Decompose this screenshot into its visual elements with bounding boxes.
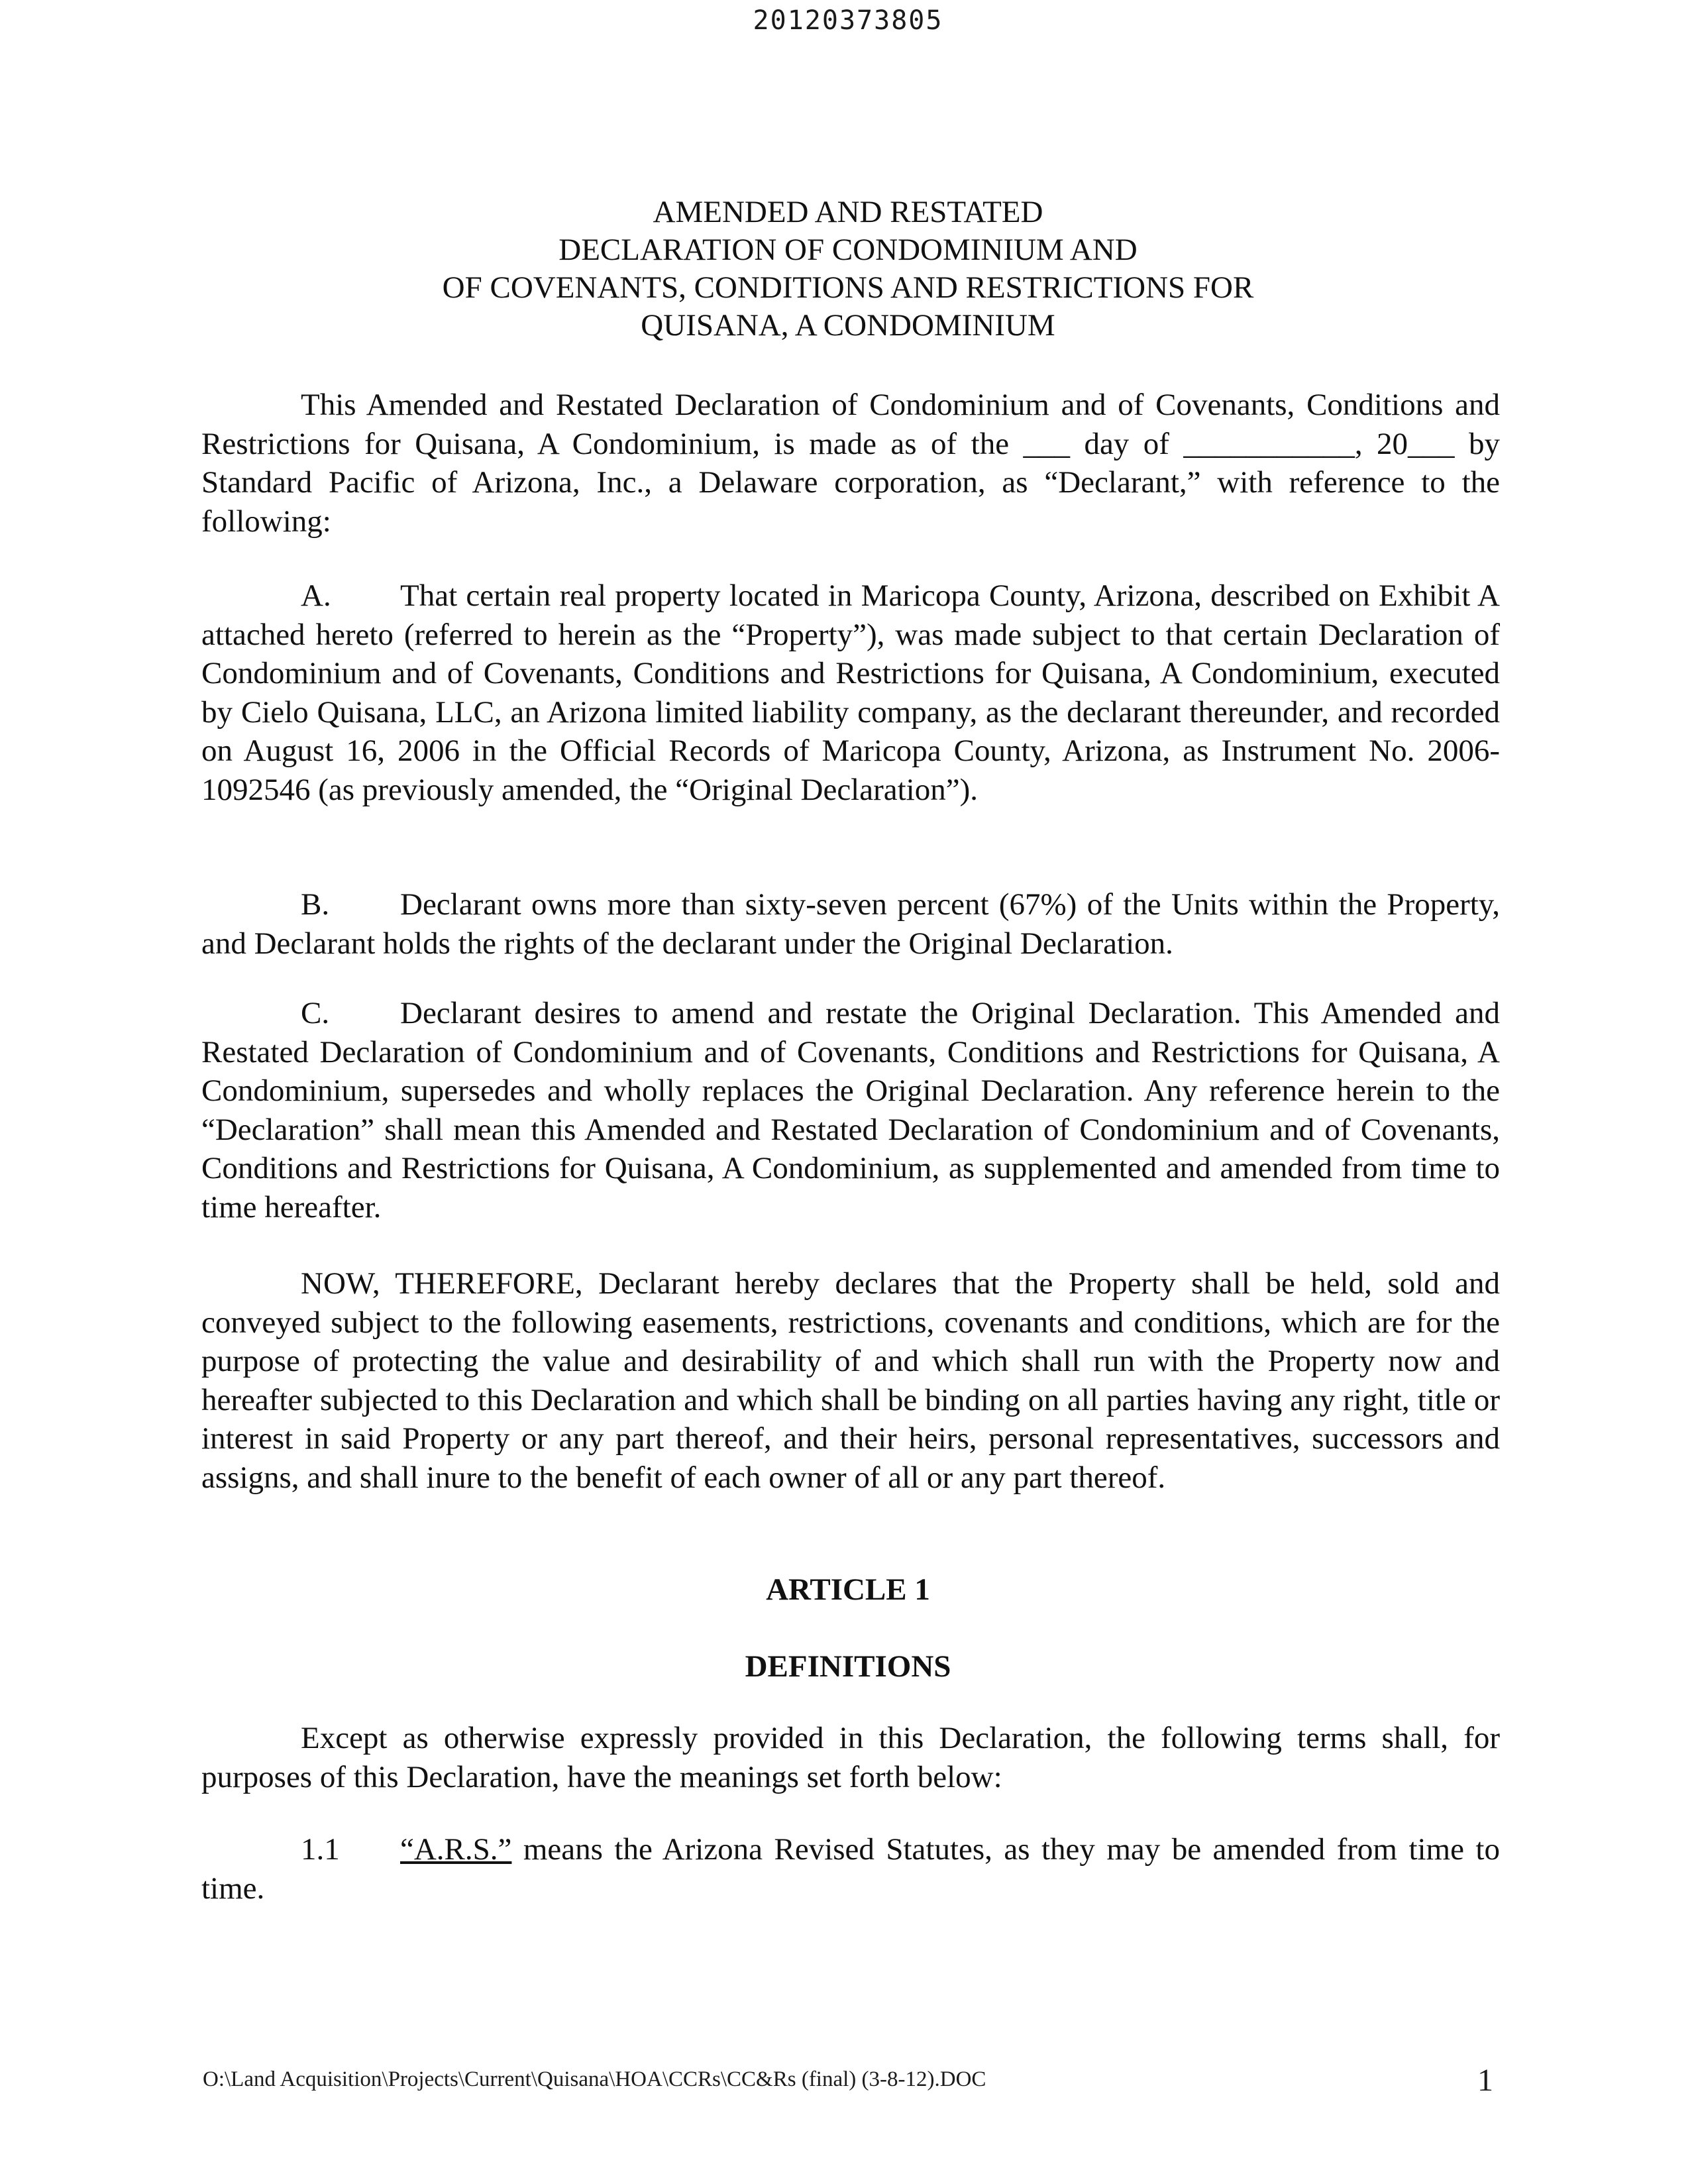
footer-file-path: O:\Land Acquisition\Projects\Current\Quisana\HOA\CCRs\CC&Rs (final) (3-8-12).DOC xyxy=(203,2067,986,2091)
title-line-3: OF COVENANTS, CONDITIONS AND RESTRICTIONS FOR xyxy=(442,270,1254,305)
title-line-2: DECLARATION OF CONDOMINIUM AND xyxy=(558,233,1138,267)
now-therefore-text: NOW, THEREFORE, Declarant hereby declares that the Property shall be held, sold and conveyed subject to the following easements, restrictions, covenants and conditions, which are for the purpose of protecting the value and desirability of and which shall run with the Property now and hereafter subjected to this Declaration and which shall be binding on all parties having any right, title or interest in said Property or any part thereof, and their heirs, personal representatives, successors and assigns, and shall inure to the benefit of each owner of all or any part thereof. xyxy=(201,1266,1500,1495)
recital-b xyxy=(201,885,1500,963)
section-1-1-number: 1.1 xyxy=(301,1832,340,1867)
definitions-intro-paragraph xyxy=(201,1719,1500,1796)
section-1-1 xyxy=(201,1830,1500,1908)
definitions-intro-text: Except as otherwise expressly provided in this Declaration, the following terms shall, for purposes of this Declaration, have the meanings set forth below: xyxy=(201,1721,1500,1794)
intro-paragraph xyxy=(201,386,1500,541)
title-line-1: AMENDED AND RESTATED xyxy=(653,195,1043,229)
article-title-heading: DEFINITIONS xyxy=(745,1649,951,1684)
recital-b-label: B. xyxy=(301,887,330,922)
section-1-1-term: “A.R.S.” xyxy=(400,1832,512,1867)
recital-a-label: A. xyxy=(301,578,331,613)
recital-a-text: That certain real property located in Maricopa County, Arizona, described on Exhibit A attached hereto (referred to herein as the “Property”), was made subject to that certain Declaration of Condominium and of Covenants, Conditions and Restrictions for Quisana, A Condominium, executed by Cielo Quisana, LLC, an Arizona limited liability company, as the declarant thereunder, and recorded on August 16, 2006 in the Official Records of Maricopa County, Arizona, as Instrument No. 2006-1092546 (as previously amended, the “Original Declaration”). xyxy=(201,578,1500,807)
article-number-heading: ARTICLE 1 xyxy=(766,1572,930,1607)
title-line-4: QUISANA, A CONDOMINIUM xyxy=(641,308,1055,343)
recording-number: 20120373805 xyxy=(753,5,943,36)
recital-b-text: Declarant owns more than sixty-seven percent (67%) of the Units within the Property, and Declarant holds the rights of the declarant under the Original Declaration. xyxy=(201,887,1500,961)
section-1-1-text: means the Arizona Revised Statutes, as they may be amended from time to time. xyxy=(201,1832,1500,1906)
document-title xyxy=(0,193,1696,345)
intro-text: This Amended and Restated Declaration of Condominium and of Covenants, Conditions and Restrictions for Quisana, A Condominium, is made as of the ___ day of ___________, 20___ by Standard Pacific of Arizona, Inc., a Delaware corporation, as “Declarant,” with reference to the following: xyxy=(201,388,1500,539)
now-therefore-paragraph xyxy=(201,1264,1500,1497)
recital-a xyxy=(201,576,1500,809)
recital-c-text: Declarant desires to amend and restate the Original Declaration. This Amended and Restated Declaration of Condominium and of Covenants, Conditions and Restrictions for Quisana, A Condominium, supersedes and wholly replaces the Original Declaration. Any reference herein to the “Declaration” shall mean this Amended and Restated Declaration of Condominium and of Covenants, Conditions and Restrictions for Quisana, A Condominium, as supplemented and amended from time to time hereafter. xyxy=(201,996,1500,1225)
recital-c-label: C. xyxy=(301,996,330,1030)
recital-c xyxy=(201,994,1500,1227)
page-number: 1 xyxy=(1477,2063,1493,2098)
